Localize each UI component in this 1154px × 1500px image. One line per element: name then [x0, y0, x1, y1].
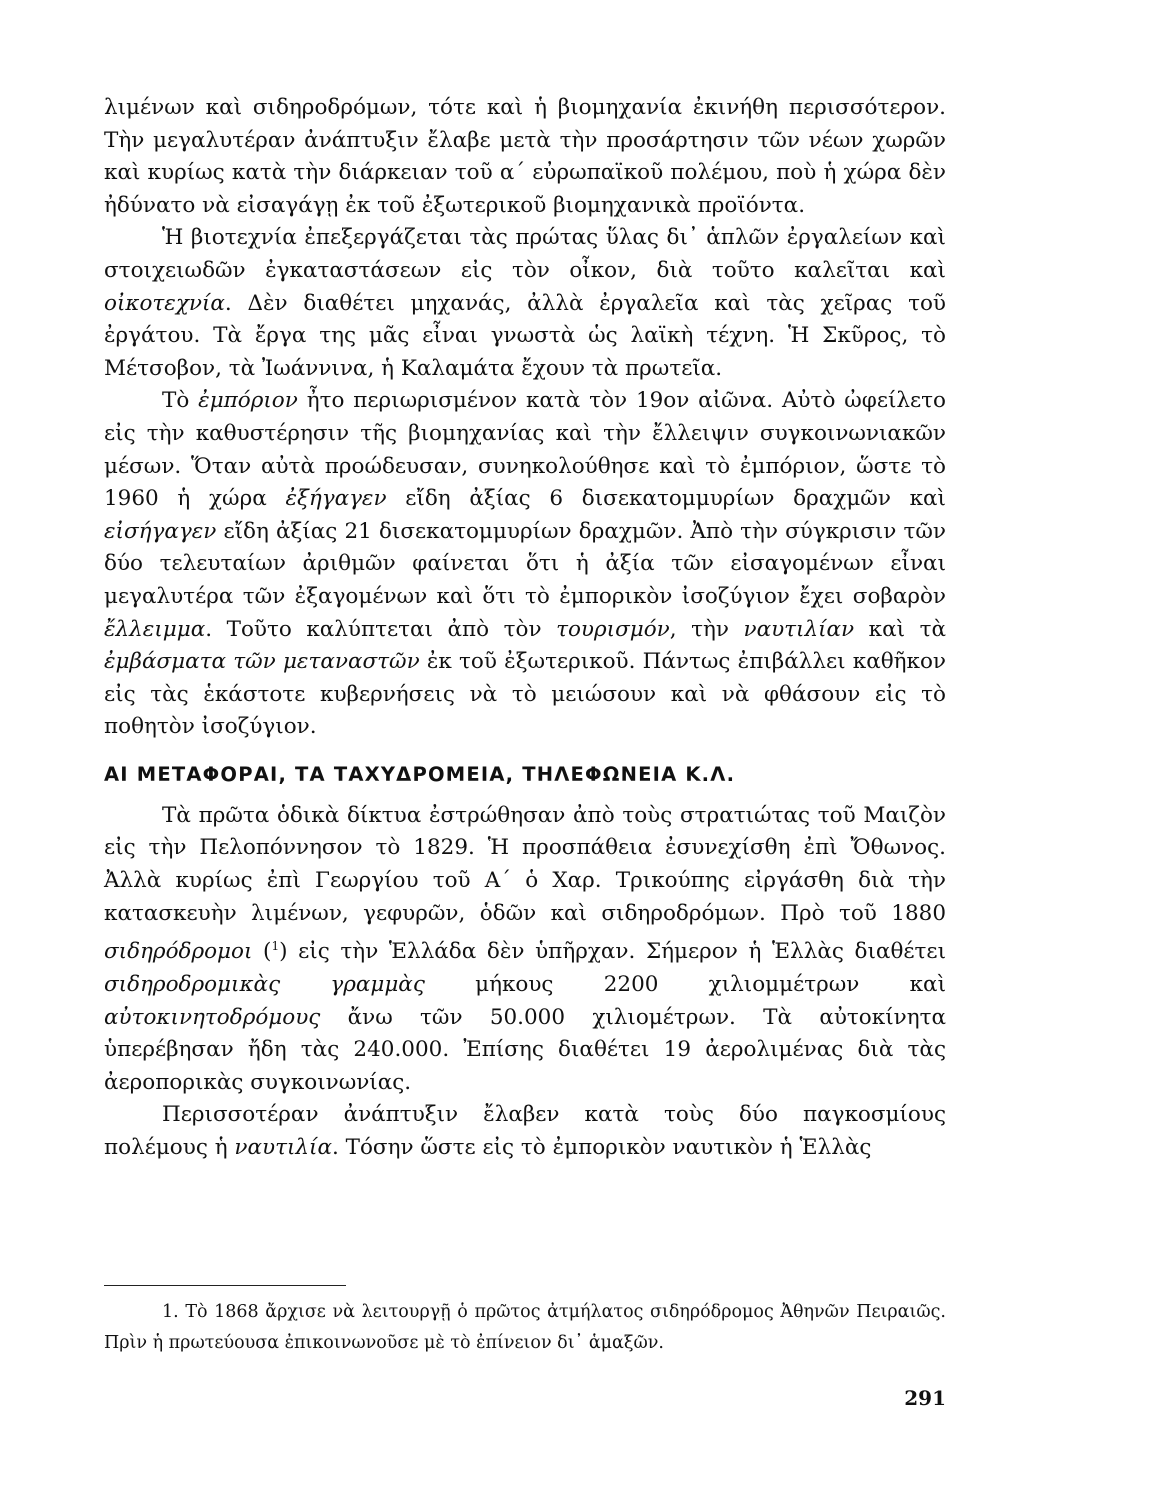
term-remittances: ἐμβάσματα τῶν μεταναστῶν	[104, 649, 420, 675]
paragraph-crafts: Ἡ βιοτεχνία ἐπεξεργάζεται τὰς πρώτας ὕλας δι᾽ ἁπλῶν ἐργαλείων καὶ στοιχειωδῶν ἐγκαταστάσεων εἰς τὸν οἶκον, διὰ τοῦτο καλεῖται καὶ οἰκοτεχνία. Δὲν διαθέτει μηχανάς, ἀλλὰ ἐργαλεῖα καὶ τὰς χεῖρας τοῦ ἐργάτου. Τὰ ἔργα της μᾶς εἶναι γνωστὰ ὡς λαϊκὴ τέχνη. Ἡ Σκῦρος, τὸ Μέτσοβον, τὰ Ἰωάννινα, ἡ Καλαμάτα ἔχουν τὰ πρωτεῖα.	[104, 225, 946, 381]
term-home-craft: οἰκοτεχνία	[104, 290, 225, 316]
footnote: 1. Τὸ 1868 ἄρχισε νὰ λειτουργῇ ὁ πρῶτος ἀτμήλατος σιδηρόδρομος Ἀθηνῶν Πειραιῶς. Πρὶν ἡ πρωτεύουσα ἐπικοινωνοῦσε μὲ τὸ ἐπίνειον δι᾽ ἁμαξῶν.	[104, 1302, 946, 1353]
term-deficit: ἔλλειμμα	[104, 616, 206, 642]
term-motorways: αὐτοκινητοδρόμους	[104, 1004, 321, 1030]
term-imported: εἰσήγαγεν	[104, 518, 217, 544]
term-shipping: ναυτιλίαν	[743, 616, 855, 642]
footnote-divider	[104, 1285, 346, 1286]
paragraph-industry: λιμένων καὶ σιδηροδρόμων, τότε καὶ ἡ βιομηχανία ἐκινήθη περισσότερον. Τὴν μεγαλυτέραν ἀνάπτυξιν ἔλαβε μετὰ τὴν προσάρτησιν τῶν νέων χωρῶν καὶ κυρίως κατὰ τὴν διάρκειαν τοῦ α΄ εὐρωπαϊκοῦ πολέμου, ποὺ ἡ χώρα δὲν ἠδύνατο νὰ εἰσαγάγῃ ἐκ τοῦ ἐξωτερικοῦ βιομηχανικὰ προϊόντα.	[104, 95, 946, 218]
term-railways: σιδηρόδρομοι	[104, 939, 253, 965]
term-exported: ἐξήγαγεν	[285, 486, 387, 512]
footnote-ref[interactable]: 1	[271, 939, 280, 954]
body-text	[104, 92, 946, 1165]
paragraph-trade: Τὸ ἐμπόριον ἦτο περιωρισμένον κατὰ τὸν 19ον αἰῶνα. Αὐτὸ ὠφείλετο εἰς τὴν καθυστέρησιν τῆς βιομηχανίας καὶ τὴν ἔλλειψιν συγκοινωνιακῶν μέσων. Ὅταν αὐτὰ προώδευσαν, συνηκολούθησε καὶ τὸ ἐμπόριον, ὥστε τὸ 1960 ἡ χώρα ἐξήγαγεν εἴδη ἀξίας 6 δισεκατομμυρίων δραχμῶν καὶ εἰσήγαγεν εἴδη ἀξίας 21 δισεκατομμυρίων δραχμῶν. Ἀπὸ τὴν σύγκρισιν τῶν δύο τελευταίων ἀριθμῶν φαίνεται ὅτι ἡ ἀξία τῶν εἰσαγομένων εἶναι μεγαλυτέρα τῶν ἐξαγομένων καὶ ὅτι τὸ ἐμπορικὸν ἰσοζύγιον ἔχει σοβαρὸν ἔλλειμμα. Τοῦτο καλύπτεται ἀπὸ τὸν τουρισμόν, τὴν ναυτιλίαν καὶ τὰ ἐμβάσματα τῶν μεταναστῶν ἐκ τοῦ ἐξωτερικοῦ. Πάντως ἐπιβάλλει καθῆκον εἰς τὰς ἑκάστοτε κυβερνήσεις νὰ τὸ μειώσουν καὶ νὰ φθάσουν εἰς τὸ ποθητὸν ἰσοζύγιον.	[104, 388, 947, 740]
paragraph-shipping: Περισσοτέραν ἀνάπτυξιν ἔλαβεν κατὰ τοὺς δύο παγκοσμίους πολέμους ἡ ναυτιλία. Τόσην ὥστε εἰς τὸ ἐμπορικὸν ναυτικὸν ἡ Ἑλλὰς	[104, 1102, 946, 1160]
page-number: 291	[904, 1386, 946, 1410]
paragraph-transport: Τὰ πρῶτα ὁδικὰ δίκτυα ἐστρώθησαν ἀπὸ τοὺς στρατιώτας τοῦ Μαιζὸν εἰς τὴν Πελοπόννησον τὸ 1829. Ἡ προσπάθεια ἐσυνεχίσθη ἐπὶ Ὄθωνος. Ἀλλὰ κυρίως ἐπὶ Γεωργίου τοῦ Α΄ ὁ Χαρ. Τρικούπης εἰργάσθη διὰ τὴν κατασκευὴν λιμένων, γεφυρῶν, ὁδῶν καὶ σιδηροδρόμων. Πρὸ τοῦ 1880 σιδηρόδρομοι ($^1$) εἰς τὴν Ἑλλάδα δὲν ὑπῆρχαν. Σήμερον ἡ Ἑλλὰς διαθέτει σιδηροδρομικὰς γραμμὰς μήκους 2200 χιλιομμέτρων καὶ αὐτοκινητοδρόμους ἄνω τῶν 50.000 χιλιομέτρων. Τὰ αὐτοκίνητα ὑπερέβησαν ἤδη τὰς 240.000. Ἐπίσης διαθέτει 19 ἀερολιμένας διὰ τὰς ἀεροπορικὰς συγκοινωνίας.	[104, 802, 947, 1095]
section-heading: ΑΙ ΜΕΤΑΦΟΡΑΙ, ΤΑ ΤΑΧΥΔΡΟΜΕΙΑ, ΤΗΛΕΦΩΝΕΙΑ Κ.Λ.	[104, 762, 736, 786]
term-tourism: τουρισμόν	[556, 616, 670, 642]
term-trade: ἐμπόριον	[198, 388, 298, 414]
term-rail-lines: σιδηροδρομικὰς γραμμὰς	[104, 972, 425, 997]
term-navigation: ναυτιλία	[234, 1134, 332, 1160]
